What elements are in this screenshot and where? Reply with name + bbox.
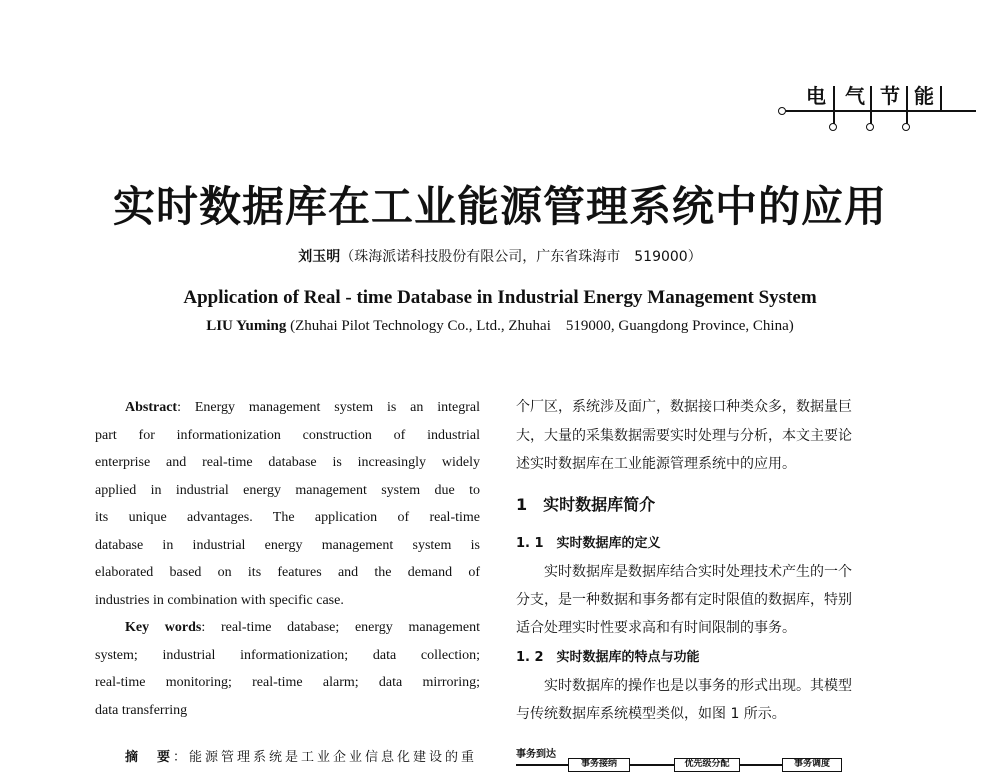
- paper-title-en: Application of Real - time Database in Industrial Energy Management System: [183, 287, 817, 308]
- figure-arrow: [740, 764, 782, 766]
- author-name-cn: 刘玉明: [298, 249, 341, 265]
- body-line: 适合处理实时性要求高和有时间限制的事务。: [516, 620, 796, 636]
- keywords-line: system; industrial informationization; data collection;: [95, 648, 480, 663]
- keywords-label: Key words: [125, 620, 202, 635]
- header-char: 节: [880, 84, 900, 108]
- author-affiliation-cn: （珠海派诺科技股份有限公司，广东省珠海市 519000）: [340, 249, 702, 265]
- header-pin-dot: [866, 123, 874, 131]
- abstract-line: part for informationization construction of industrial: [95, 428, 480, 443]
- abstract-line: its unique advantages. The application of real-time: [95, 510, 480, 525]
- header-char: 气: [845, 84, 865, 108]
- author-affiliation-en: (Zhuhai Pilot Technology Co., Ltd., Zhuhai 519000, Guangdong Province, China): [290, 318, 794, 334]
- header-rule-endpoint: [778, 107, 786, 115]
- body-line: 述实时数据库在工业能源管理系统中的应用。: [516, 456, 796, 472]
- figure-box: 事务调度: [782, 758, 842, 772]
- author-line-en: [0, 316, 1000, 336]
- header-separator: [906, 86, 908, 112]
- keywords-line: real-time monitoring; real-time alarm; data mirroring;: [95, 675, 480, 690]
- header-pin-dot: [902, 123, 910, 131]
- author-name-en: LIU Yuming: [206, 318, 287, 334]
- header-char: 电: [806, 84, 826, 108]
- body-line: 与传统数据库系统模型类似，如图 1 所示。: [516, 706, 786, 722]
- abstract-line: database in industrial energy management system is: [95, 538, 480, 553]
- abstract-label: Abstract: [125, 400, 178, 415]
- author-line-cn: [0, 247, 1000, 267]
- figure-box: 优先级分配: [674, 758, 740, 772]
- header-separator: [833, 86, 835, 112]
- paper-title: 实时数据库在工业能源管理系统中的应用: [112, 182, 887, 231]
- keywords-line: data transferring: [95, 703, 188, 718]
- figure-arrow: [516, 764, 568, 766]
- body-line: 实时数据库是数据库结合实时处理技术产生的一个: [516, 564, 852, 580]
- header-char: 能: [914, 84, 934, 108]
- figure-box: 事务接纳: [568, 758, 630, 772]
- figure-input-label: 事务到达: [516, 749, 556, 760]
- abstract-line: enterprise and real-time database is increasingly widely: [95, 455, 480, 470]
- body-line: 分支，是一种数据和事务都有定时限值的数据库，特别: [516, 592, 852, 608]
- body-line: 大，大量的采集数据需要实时处理与分析，本文主要论: [516, 428, 852, 444]
- body-line: 个厂区，系统涉及面广，数据接口种类众多，数据量巨: [516, 399, 852, 415]
- body-line: 实时数据库的操作也是以事务的形式出现。其模型: [516, 678, 852, 694]
- header-pin-dot: [829, 123, 837, 131]
- subsection-heading: 1. 1 实时数据库的定义: [516, 536, 661, 551]
- subsection-heading: 1. 2 实时数据库的特点与功能: [516, 650, 700, 665]
- header-separator: [940, 86, 942, 112]
- abstract-line: applied in industrial energy management system due to: [95, 483, 480, 498]
- abstract-line: elaborated based on its features and the demand of: [95, 565, 480, 580]
- abstract-cn-label: 摘 要: [125, 750, 174, 765]
- abstract-line: Abstract: Energy management system is an integral: [125, 400, 480, 415]
- header-separator: [870, 86, 872, 112]
- abstract-line: industries in combination with specific case.: [95, 593, 344, 608]
- abstract-cn: [95, 748, 480, 768]
- header-rule: [786, 110, 976, 112]
- abstract-cn-text: ：能源管理系统是工业企业信息化建设的重: [173, 750, 478, 765]
- keywords-line: Key words: real-time database; energy management: [125, 620, 480, 635]
- figure-arrow: [630, 764, 674, 766]
- section-heading: 1 实时数据库简介: [516, 495, 656, 514]
